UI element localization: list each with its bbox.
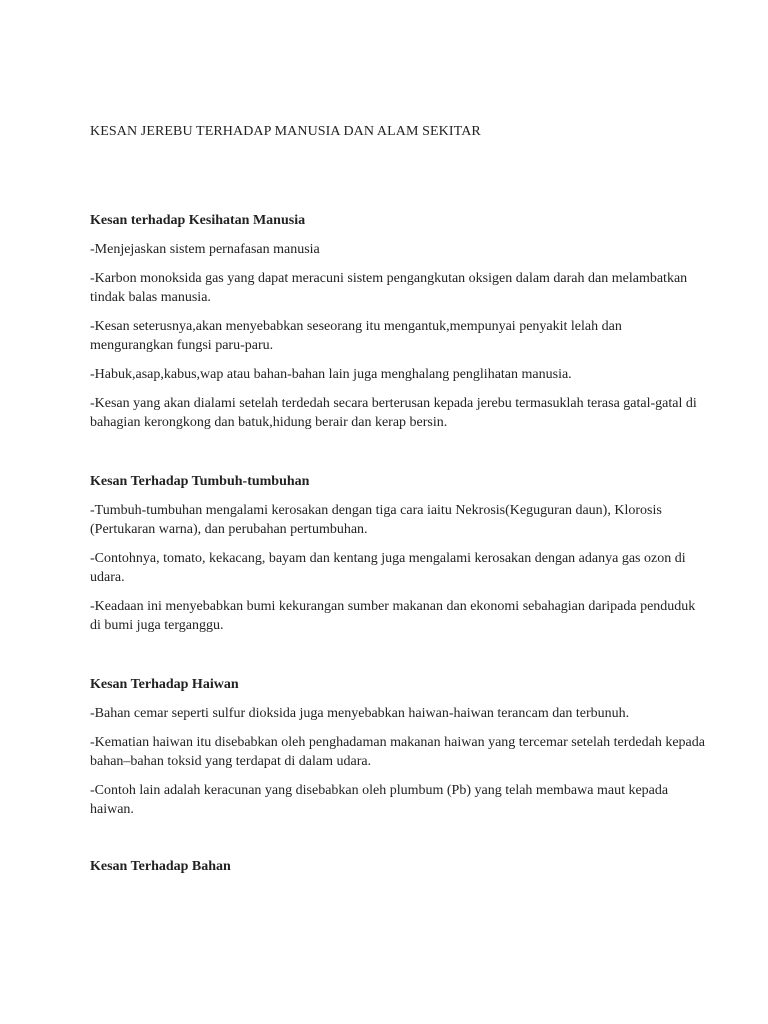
paragraph: -Karbon monoksida gas yang dapat meracuni sistem pengangkutan oksigen dalam darah dan melambatkan tindak balas manusia. (90, 271, 688, 305)
section-heading: Kesan Terhadap Tumbuh-tumbuhan (90, 474, 310, 489)
section-materials (90, 857, 708, 876)
paragraph: -Tumbuh-tumbuhan mengalami kerosakan dengan tiga cara iaitu Nekrosis(Keguguran daun), Klorosis (Pertukaran warna), dan perubahan pertumbuhan. (90, 503, 662, 537)
paragraph: -Habuk,asap,kabus,wap atau bahan-bahan lain juga menghalang penglihatan manusia. (90, 367, 572, 382)
paragraph: -Contohnya, tomato, kekacang, bayam dan kentang juga mengalami kerosakan dengan adanya gas ozon di udara. (90, 551, 686, 585)
paragraph: -Contoh lain adalah keracunan yang disebabkan oleh plumbum (Pb) yang telah membawa maut kepada haiwan. (90, 783, 669, 817)
section-plants (90, 472, 708, 635)
section-heading: Kesan Terhadap Haiwan (90, 677, 239, 692)
document-title: KESAN JEREBU TERHADAP MANUSIA DAN ALAM SEKITAR (90, 124, 481, 139)
section-heading: Kesan terhadap Kesihatan Manusia (90, 213, 306, 228)
section-health (90, 211, 708, 432)
paragraph: -Kesan seterusnya,akan menyebabkan seseorang itu mengantuk,mempunyai penyakit lelah dan mengurangkan fungsi paru-paru. (90, 319, 622, 353)
section-animals (90, 675, 708, 819)
section-heading: Kesan Terhadap Bahan (90, 859, 231, 874)
paragraph: -Bahan cemar seperti sulfur dioksida juga menyebabkan haiwan-haiwan terancam dan terbunuh. (90, 706, 630, 721)
paragraph: -Keadaan ini menyebabkan bumi kekurangan sumber makanan dan ekonomi sebahagian daripada penduduk di bumi juga terganggu. (90, 599, 696, 633)
paragraph: -Kematian haiwan itu disebabkan oleh penghadaman makanan haiwan yang tercemar setelah terdedah kepada bahan–bahan toksid yang terdapat di dalam udara. (90, 735, 705, 769)
paragraph: -Menjejaskan sistem pernafasan manusia (90, 242, 320, 257)
paragraph: -Kesan yang akan dialami setelah terdedah secara berterusan kepada jerebu termasuklah terasa gatal-gatal di bahagian kerongkong dan batuk,hidung berair dan kerap bersin. (90, 396, 697, 430)
